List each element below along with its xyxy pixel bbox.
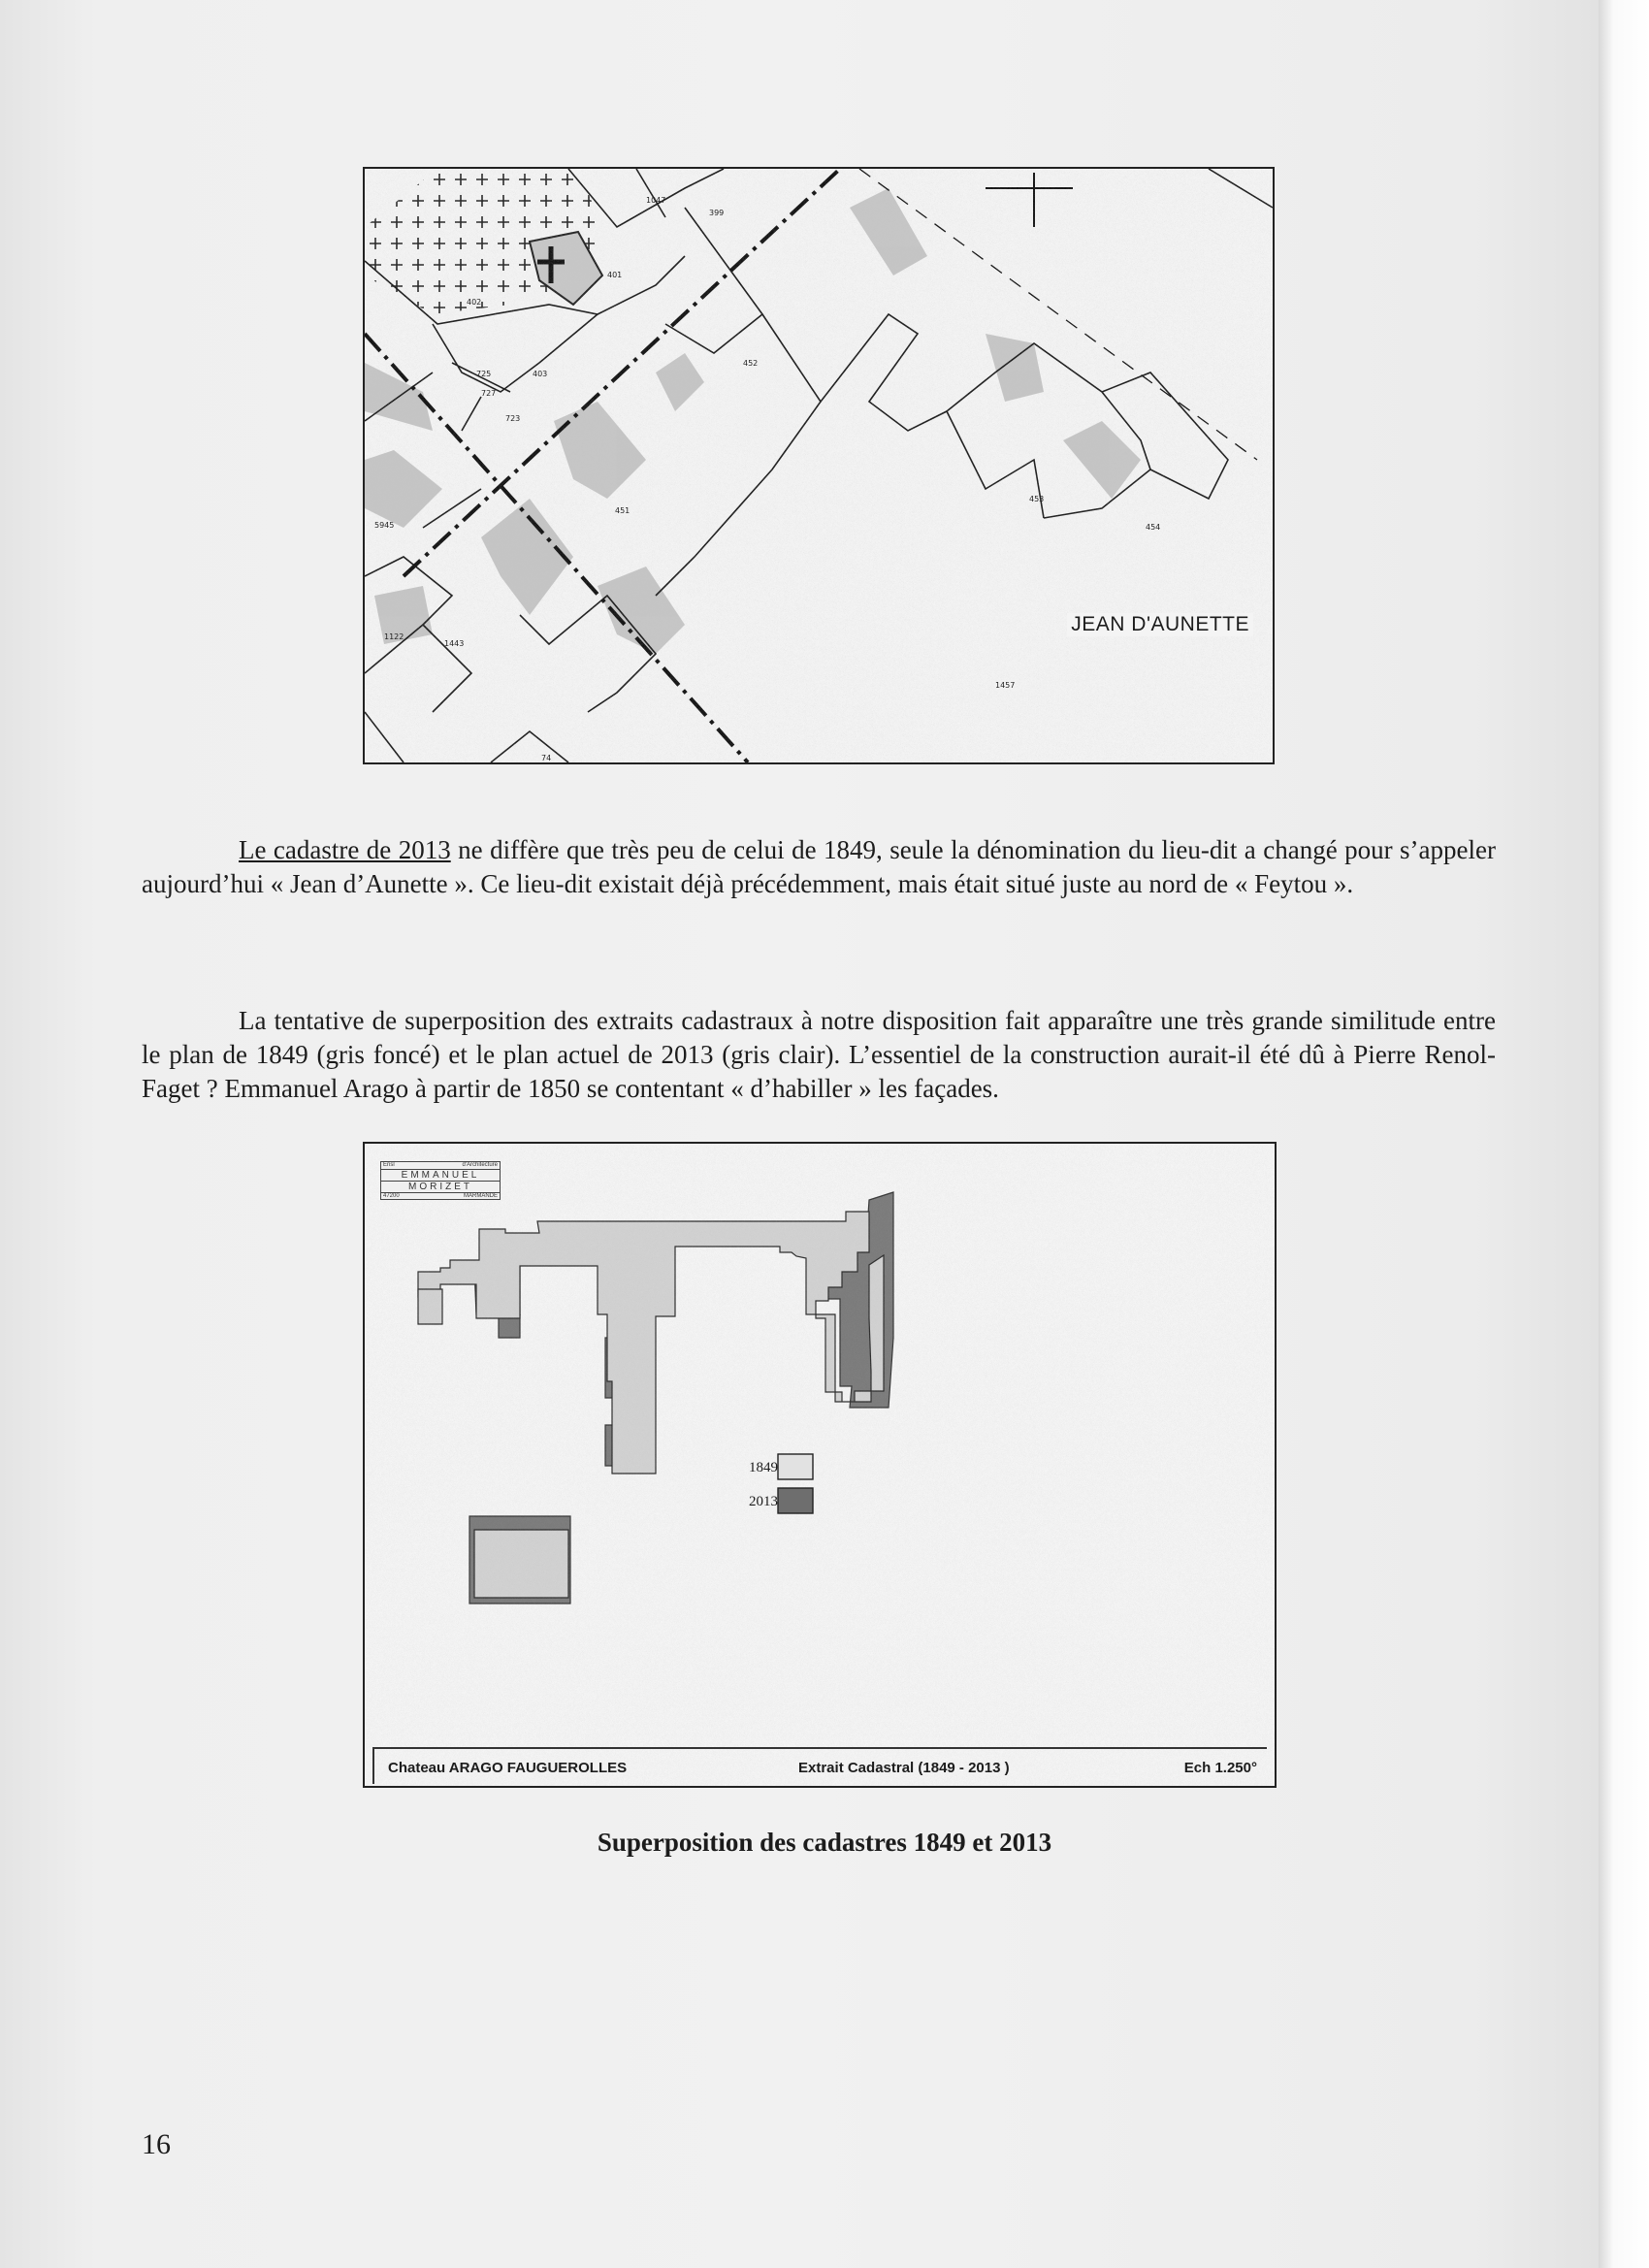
legend-swatch-1849 xyxy=(778,1454,813,1479)
parcel-number: 399 xyxy=(709,209,725,217)
parcel-number: 453 xyxy=(1029,495,1045,503)
cadastral-map-drawing xyxy=(365,169,1273,762)
legend-label-1849: 1849 xyxy=(749,1460,778,1475)
parcel-number: 1047 xyxy=(646,196,666,205)
parcel-number: 403 xyxy=(533,370,548,378)
parcel-number: 725 xyxy=(476,370,492,378)
parcel-number: 1457 xyxy=(995,681,1016,690)
underlined-phrase: Le cadastre de 2013 xyxy=(239,835,451,864)
parcel-number: 452 xyxy=(743,359,759,368)
stamp-text: d'Architecture xyxy=(462,1162,498,1168)
page-number: 16 xyxy=(142,2128,171,2160)
superposition-drawing xyxy=(365,1144,1275,1786)
architect-stamp xyxy=(380,1161,501,1200)
legend-swatch-2013 xyxy=(778,1488,813,1513)
stamp-text: Ensl xyxy=(383,1162,395,1168)
parcel-number: 401 xyxy=(607,271,623,279)
place-label: JEAN D'AUNETTE xyxy=(1067,613,1253,636)
legend-label-2013: 2013 xyxy=(749,1494,778,1509)
stamp-text: 47200 xyxy=(383,1193,400,1199)
parcel-number: 5945 xyxy=(374,521,395,530)
parcel-number: 454 xyxy=(1146,523,1161,532)
cadastral-map-2013 xyxy=(363,167,1275,764)
figure-caption: Superposition des cadastres 1849 et 2013 xyxy=(597,1828,1052,1857)
stamp-text: MARMANDE xyxy=(463,1193,498,1199)
paragraph-text: ne diffère que très peu de celui de 1849, seule la dénomination du lieu-dit a changé pour s’appeler aujourd’hui « Jean d’Aunette ». Ce lieu-dit existait déjà précédemment, mais était situé juste au nord de « Feytou ». xyxy=(142,835,1496,898)
parcel-number: 74 xyxy=(541,754,552,762)
superposition-map xyxy=(363,1142,1277,1788)
footer-scale: Ech 1.250° xyxy=(1183,1760,1257,1776)
footer-site-name: Chateau ARAGO FAUGUEROLLES xyxy=(388,1760,628,1776)
footer-extract-title: Extrait Cadastral (1849 - 2013 ) xyxy=(798,1760,1010,1776)
parcel-number: 727 xyxy=(481,389,497,398)
paragraph-text: La tentative de superposition des extraits cadastraux à notre disposition fait apparaître une très grande similitude entre le plan de 1849 (gris foncé) et le plan actuel de 2013 (gris clair). L’essentiel de la construction aurait-il été dû à Pierre Renol-Faget ? Emmanuel Arago à partir de 1850 se contentant « d’habiller » les façades. xyxy=(142,1006,1496,1103)
parcel-number: 451 xyxy=(615,506,630,515)
parcel-number: 723 xyxy=(505,414,521,423)
parcel-number: 402 xyxy=(467,298,482,307)
paragraph-superposition xyxy=(142,1004,1496,1106)
parcel-number: 1443 xyxy=(444,639,465,648)
parcel-number: 1122 xyxy=(384,632,404,641)
map-footer xyxy=(372,1747,1267,1784)
stamp-name: EMMANUEL xyxy=(381,1169,500,1181)
paragraph-cadastre xyxy=(142,833,1496,901)
stamp-name: MORIZET xyxy=(381,1181,500,1192)
page-edge xyxy=(1599,0,1649,2268)
